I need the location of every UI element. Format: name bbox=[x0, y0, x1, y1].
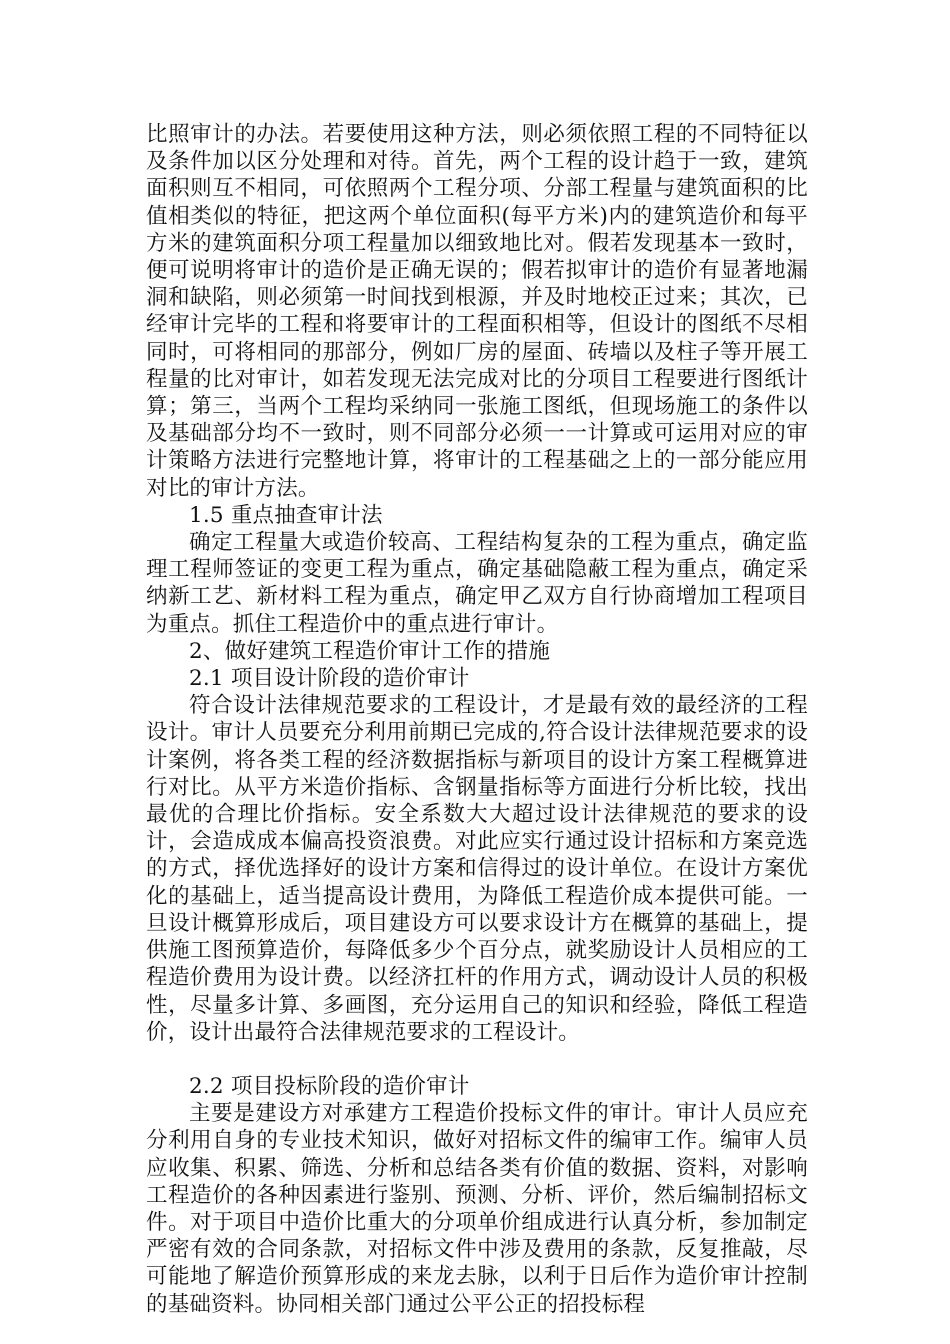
heading-2-2-bidding-stage: 2.2 项目投标阶段的造价审计 bbox=[189, 1073, 470, 1099]
heading-2-1-design-stage: 2.1 项目设计阶段的造价审计 bbox=[189, 666, 470, 692]
paragraph-design-stage: 符合设计法律规范要求的工程设计，才是最有效的最经济的工程设计。审计人员要充分利用前期已完成的,符合设计法律规范要求的设计案例，将各类工程的经济数据指标与新项目的设计方案工程概算进行对比。从平方米造价指标、含钢量指标等方面进行分析比较，找出最优的合理比价指标。安全系数大大超过设计法律规范的要求的设计，会造成成本偏高投资浪费。对此应实行通过设计招标和方案竞选的方式，择优选择好的设计方案和信得过的设计单位。在设计方案优化的基础上，适当提高设计费用，为降低工程造价成本提供可能。一旦设计概算形成后，项目建设方可以要求设计方在概算的基础上，提供施工图预算造价，每降低多少个百分点，就奖励设计人员相应的工程造价费用为设计费。以经济扛杆的作用方式，调动设计人员的积极性，尽量多计算、多画图，充分运用自己的知识和经验，降低工程造价，设计出最符合法律规范要求的工程设计。 bbox=[146, 693, 808, 1045]
document-page bbox=[146, 121, 808, 1318]
blank-line bbox=[146, 1046, 808, 1073]
paragraph-comparison-audit: 比照审计的办法。若要使用这种方法，则必须依照工程的不同特征以及条件加以区分处理和对待。首先，两个工程的设计趋于一致，建筑面积则互不相同，可依照两个工程分项、分部工程量与建筑面积的比值相类似的特征，把这两个单位面积(每平方米)内的建筑造价和每平方米的建筑面积分项工程量加以细致地比对。假若发现基本一致时，便可说明将审计的造价是正确无误的；假若拟审计的造价有显著地漏洞和缺陷，则必须第一时间找到根源，并及时地校正过来；其次，已经审计完毕的工程和将要审计的工程面积相等，但设计的图纸不尽相同时，可将相同的那部分，例如厂房的屋面、砖墙以及柱子等开展工程量的比对审计，如若发现无法完成对比的分项目工程要进行图纸计算；第三，当两个工程均采纳同一张施工图纸，但现场施工的条件以及基础部分均不一致时，则不同部分必须一一计算或可运用对应的审计策略方法进行完整地计算，将审计的工程基础之上的一部分能应用对比的审计方法。 bbox=[146, 122, 808, 501]
paragraph-key-sampling: 确定工程量大或造价较高、工程结构复杂的工程为重点，确定监理工程师签证的变更工程为重点，确定基础隐蔽工程为重点，确定采纳新工艺、新材料工程为重点，确定甲乙双方自行协商增加工程项目为重点。抓住工程造价中的重点进行审计。 bbox=[146, 530, 808, 637]
heading-1-5-key-sampling-audit: 1.5 重点抽查审计法 bbox=[189, 502, 383, 528]
paragraph-bidding-stage: 主要是建设方对承建方工程造价投标文件的审计。审计人员应充分利用自身的专业技术知识，做好对招标文件的编审工作。编审人员应收集、积累、筛选、分析和总结各类有价值的数据、资料，对影响工程造价的各种因素进行鉴别、预测、分析、评价，然后编制招标文件。对于项目中造价比重大的分项单价组成进行认真分析，参加制定严密有效的合同条款，对招标文件中涉及费用的条款，反复推敲，尽可能地了解造价预算形成的来龙去脉，以利于日后作为造价审计控制的基础资料。协同相关部门通过公平公正的招投标程 bbox=[146, 1101, 808, 1317]
heading-2-measures: 2、做好建筑工程造价审计工作的措施 bbox=[189, 638, 551, 664]
